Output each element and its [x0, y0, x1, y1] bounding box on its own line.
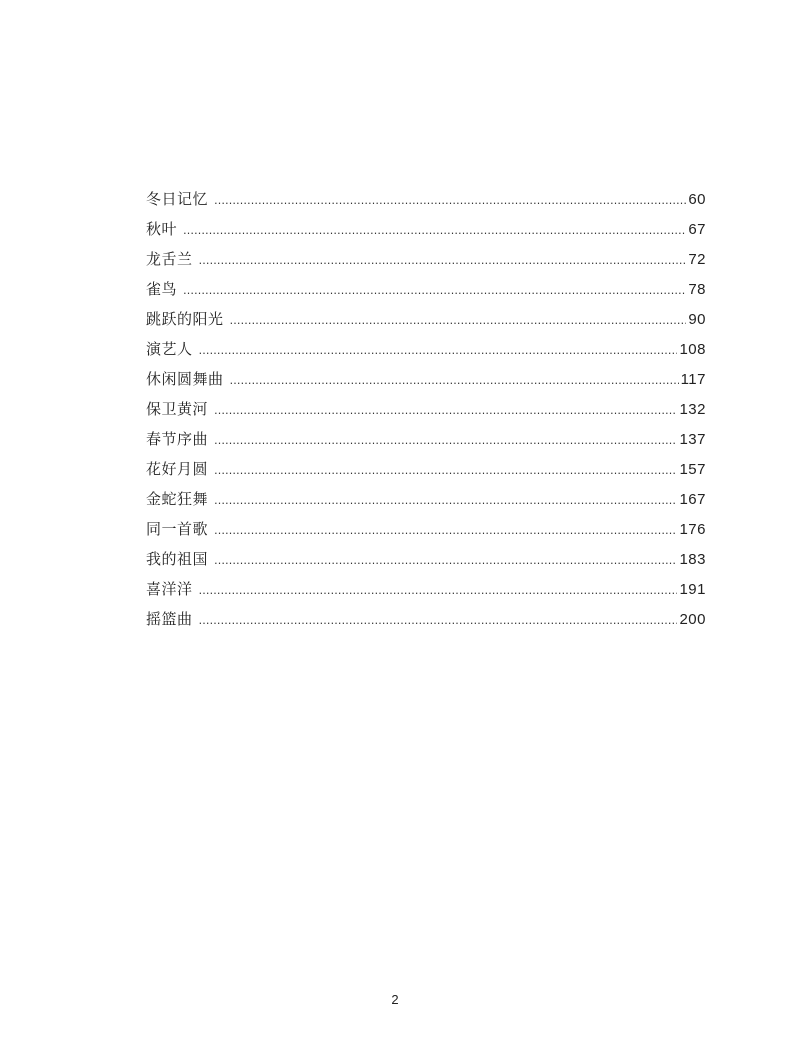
- toc-entry-title: 龙舌兰: [146, 250, 193, 268]
- toc-entry-page: 132: [679, 401, 706, 418]
- toc-entry[interactable]: [146, 364, 706, 394]
- toc-entry-page: 191: [679, 581, 706, 598]
- toc-entry[interactable]: [146, 304, 706, 334]
- page-number: 2: [391, 992, 399, 1007]
- toc-entry-title: 演艺人: [146, 340, 193, 358]
- toc-entry[interactable]: [146, 424, 706, 454]
- toc-dot-leader: [199, 606, 678, 636]
- toc-entry[interactable]: [146, 274, 706, 304]
- toc-dot-leader: [199, 576, 678, 606]
- toc-entry[interactable]: [146, 484, 706, 514]
- toc-entry[interactable]: [146, 334, 706, 364]
- toc-entry-title: 我的祖国: [146, 550, 209, 568]
- toc-entry-title: 春节序曲: [146, 430, 209, 448]
- toc-entry-page: 176: [679, 521, 706, 538]
- toc-entry[interactable]: [146, 394, 706, 424]
- toc-dot-leader: [183, 216, 686, 246]
- toc-entry-page: 157: [679, 461, 706, 478]
- toc-entry-page: 167: [679, 491, 706, 508]
- toc-entry-page: 78: [688, 281, 706, 298]
- toc-entry[interactable]: [146, 514, 706, 544]
- toc-entry[interactable]: [146, 184, 706, 214]
- toc-entry-title: 同一首歌: [146, 520, 209, 538]
- toc-dot-leader: [183, 276, 686, 306]
- toc-dot-leader: [214, 186, 686, 216]
- toc-dot-leader: [199, 336, 678, 366]
- toc-dot-leader: [214, 546, 677, 576]
- toc-entry-page: 137: [679, 431, 706, 448]
- toc-entry-title: 跳跃的阳光: [146, 310, 224, 328]
- toc-entry-page: 183: [679, 551, 706, 568]
- toc-entry-title: 休闲圆舞曲: [146, 370, 224, 388]
- toc-entry[interactable]: [146, 244, 706, 274]
- toc-entry-page: 90: [688, 311, 706, 328]
- toc-dot-leader: [199, 246, 687, 276]
- toc-entry-title: 喜洋洋: [146, 580, 193, 598]
- toc-entry-page: 60: [688, 191, 706, 208]
- toc-entry-title: 雀鸟: [146, 280, 178, 298]
- toc-dot-leader: [214, 516, 677, 546]
- toc-entry-title: 花好月圆: [146, 460, 209, 478]
- toc-entry-page: 200: [679, 611, 706, 628]
- table-of-contents: [146, 184, 706, 634]
- toc-entry[interactable]: [146, 604, 706, 634]
- toc-entry-title: 金蛇狂舞: [146, 490, 209, 508]
- toc-entry[interactable]: [146, 574, 706, 604]
- toc-entry-page: 108: [679, 341, 706, 358]
- toc-entry-title: 冬日记忆: [146, 190, 209, 208]
- toc-dot-leader: [214, 456, 677, 486]
- toc-entry[interactable]: [146, 454, 706, 484]
- toc-entry-page: 67: [688, 221, 706, 238]
- toc-dot-leader: [214, 426, 677, 456]
- toc-entry-page: 117: [680, 371, 706, 388]
- toc-entry-page: 72: [688, 251, 706, 268]
- toc-entry-title: 摇篮曲: [146, 610, 193, 628]
- toc-dot-leader: [230, 306, 687, 336]
- toc-entry-title: 保卫黄河: [146, 400, 209, 418]
- toc-dot-leader: [214, 486, 677, 516]
- toc-entry-title: 秋叶: [146, 220, 178, 238]
- toc-dot-leader: [230, 366, 679, 396]
- toc-entry[interactable]: [146, 544, 706, 574]
- toc-entry[interactable]: [146, 214, 706, 244]
- toc-dot-leader: [214, 396, 677, 426]
